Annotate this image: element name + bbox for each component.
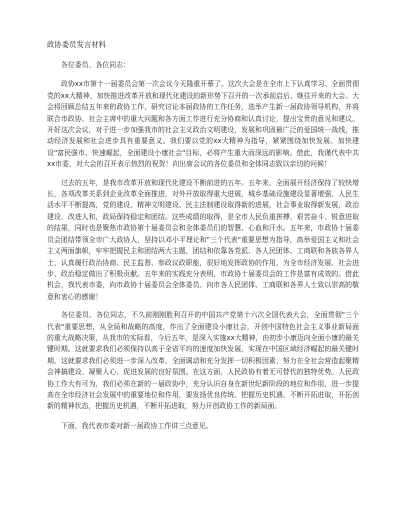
greeting-paragraph: 各位委员、各位同志： bbox=[61, 61, 130, 69]
document-title: 政协委员发言材料 bbox=[47, 40, 107, 49]
paragraph-opening: 政协xx市第十一届委员会第一次会议今天隆重开幕了。这次大会是在全市上下认真学习、全面贯彻党的xx大精神，加快推进改革开放和现代化建设的新形势下召开的一次承前启后、继往开来的大会。大会将回顾总结五年来的政协工作，研究讨论本届政协的工作任务，选举产生新一届政协领导机构，并将联合市政协、社会主席中的重大问题和各方面工作进行充分协商和认真讨论，提出宝贵的意见和建议。开好这次会议，对于进一步加强我市的社会主义政治文明建设，发展和巩固最广泛的爱国统一战线，推动经济发展和社会进步具有重要意义。我们要以党的xx大精神为指导，紧紧围绕加快发展、加快建设"富民强市、快速崛起，全面建设小康社会"目标，必将产生重大而深远的影响。借此，我谨代表中共xx市委，对大会的召开表示热烈的祝贺！向出席会议的各位委员和全体同志致以亲切的问候！ bbox=[47, 80, 359, 169]
paragraph-outlook: 各位委员、各位同志，不久前刚刚胜利召开的中国共产党第十六次全国代表大会，全面贯彻"三个代表"重要思想，从全局和战略的高度，作出了全面建设小康社会，开创中国特色社会主义事业新局面的重大战略决策，从我市的实际看，今后五年，是深入实施xx大精神，由初步小康迈向全面小康的最关键时期。这就要求我们必须保持以高于全省平均的速度加快发展，实现在中国区域经济崛起的最关键时期，这就要求我们必须进一步深入改革，全面调动和充分发挥一切积极因素，努力在全社会营造起聚精会神搞建设、凝聚人心、促进发展的良好氛围。在这方面，人民政协有着无可替代的独特优势。人民政协工作大有可为，我们必须在新的一届政协中，充分认识自身在新世纪新阶段的地位和作用，进一步提高在全市经济社会发展中的重要地位和作用，要发扬优良传统、把握历史机遇、不断开拓进取，开拓创新的精神状态，把握历史机遇，不断开拓进取，努力开创政协工作的新局面。 bbox=[47, 311, 359, 411]
paragraph-review: 过去的五年，是我市改革开放和现代化建设不断前进的五年。五年来，全面展开经济保持了较快增长，各项改革关系到企业改革全面推进，对外开放取得重大进展，城乡基础设施建设显著增强，人民生活水平不断提高，党的建设、精神文明建设、民主法制建设取得新的进展，社会事业取得新发展，政治建设、改进人和，政局保持稳定和团结。这些成绩的取得，是全市人民负重拼搏、艰苦奋斗、锐意进取的结果，同时也是聚焦市政协第十届委员会和全体委员们的智慧、心血和汗水。五年来，市政协十届委员会团结带领全市广大政协人，坚持以邓小平理论和"三个代表"重要思想为指导，高举爱国主义和社会主义两面旗帜，牢牢把握民主和团结两大主题，团结和依靠各党派、各人民团体、工商联和各族各界人士，认真履行政治协商、民主监督、参政议政职能，很好地发挥政协的作用，为全市经济发展、社会进步、政治稳定做出了积极贡献。五年来的实践充分表明，市政协十届委员会的工作是富有成效的。借此机会，我代表市委，向市政协十届委员会全体委员、向市各人民团体、工商联和各界人士致以崇高的敬意和衷心的感谢！ bbox=[47, 178, 359, 301]
paragraph-closing: 下面，我代表市委对新一届政协工作讲三点意见。 bbox=[61, 421, 213, 430]
document-body bbox=[47, 60, 359, 439]
